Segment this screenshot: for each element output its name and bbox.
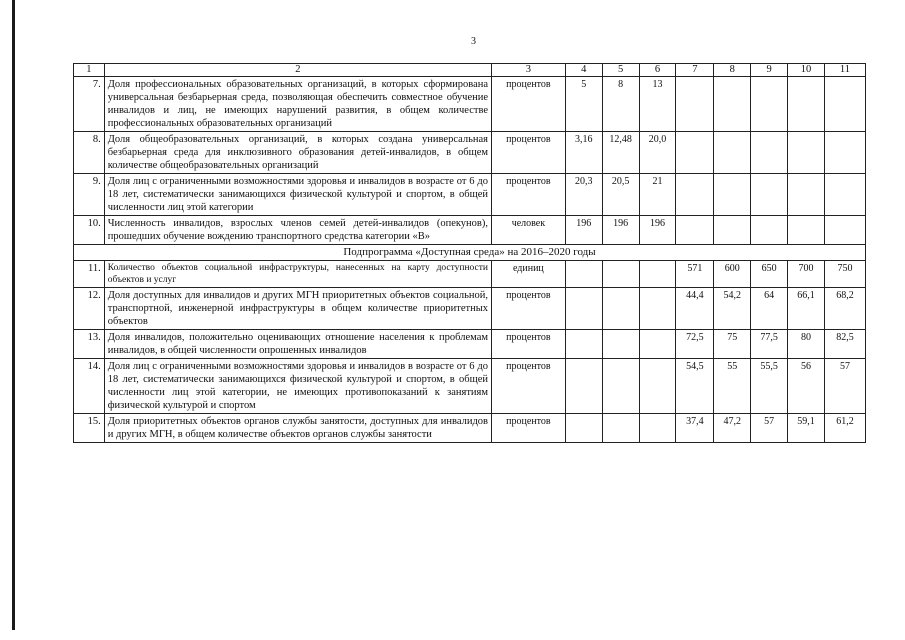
- indicators-table: [73, 63, 866, 443]
- column-header-9: 9: [751, 64, 788, 77]
- value-cell: 56: [788, 359, 825, 414]
- value-cell: 75: [714, 330, 751, 359]
- value-cell: [676, 132, 714, 174]
- table-row: [74, 288, 866, 330]
- value-cell: [824, 216, 865, 245]
- value-cell: 196: [602, 216, 639, 245]
- value-cell: [824, 174, 865, 216]
- value-cell: [565, 261, 602, 288]
- table-row: [74, 330, 866, 359]
- unit-of-measure: процентов: [492, 359, 566, 414]
- row-number: 15.: [74, 414, 105, 443]
- value-cell: [751, 216, 788, 245]
- table-row: [74, 132, 866, 174]
- table-row: [74, 359, 866, 414]
- value-cell: [676, 216, 714, 245]
- value-cell: [565, 359, 602, 414]
- indicator-name: Доля доступных для инвалидов и других МГН приоритетных объектов социальной, транспортной, инженерной инфраструктуры в общем количестве приоритетных объектов: [104, 288, 491, 330]
- value-cell: [602, 330, 639, 359]
- table-row: [74, 261, 866, 288]
- column-header-2: 2: [104, 64, 491, 77]
- value-cell: 61,2: [824, 414, 865, 443]
- value-cell: [788, 77, 825, 132]
- unit-of-measure: процентов: [492, 132, 566, 174]
- indicator-name: Доля инвалидов, положительно оценивающих отношение населения к проблемам инвалидов, в общей численности опрошенных инвалидов: [104, 330, 491, 359]
- column-header-7: 7: [676, 64, 714, 77]
- value-cell: 54,2: [714, 288, 751, 330]
- table-row: [74, 174, 866, 216]
- value-cell: 55,5: [751, 359, 788, 414]
- row-number: 14.: [74, 359, 105, 414]
- column-header-6: 6: [639, 64, 676, 77]
- value-cell: [639, 288, 676, 330]
- value-cell: [602, 288, 639, 330]
- indicator-name: Численность инвалидов, взрослых членов семей детей-инвалидов (опекунов), прошедших обучение вождению транспортного средства категории «В»: [104, 216, 491, 245]
- value-cell: [639, 414, 676, 443]
- value-cell: 8: [602, 77, 639, 132]
- value-cell: 196: [639, 216, 676, 245]
- value-cell: [565, 288, 602, 330]
- row-number: 11.: [74, 261, 105, 288]
- value-cell: 54,5: [676, 359, 714, 414]
- value-cell: 44,4: [676, 288, 714, 330]
- value-cell: 57: [751, 414, 788, 443]
- unit-of-measure: процентов: [492, 174, 566, 216]
- value-cell: [788, 132, 825, 174]
- value-cell: [824, 132, 865, 174]
- table-row: [74, 414, 866, 443]
- value-cell: 5: [565, 77, 602, 132]
- value-cell: [676, 77, 714, 132]
- value-cell: 72,5: [676, 330, 714, 359]
- row-number: 10.: [74, 216, 105, 245]
- row-number: 9.: [74, 174, 105, 216]
- value-cell: [751, 132, 788, 174]
- unit-of-measure: единиц: [492, 261, 566, 288]
- value-cell: 196: [565, 216, 602, 245]
- value-cell: [602, 414, 639, 443]
- value-cell: 12,48: [602, 132, 639, 174]
- indicator-name: Доля профессиональных образовательных организаций, в которых сформирована универсальная безбарьерная среда, позволяющая обеспечить совместное обучение инвалидов и лиц, не имеющих нарушений развития, в общем количестве профессиональных образовательных организаций: [104, 77, 491, 132]
- table-row: [74, 216, 866, 245]
- header-row: [74, 64, 866, 77]
- value-cell: 20,0: [639, 132, 676, 174]
- value-cell: 13: [639, 77, 676, 132]
- row-number: 8.: [74, 132, 105, 174]
- value-cell: 20,5: [602, 174, 639, 216]
- value-cell: 80: [788, 330, 825, 359]
- section-title: Подпрограмма «Доступная среда» на 2016–2020 годы: [74, 245, 866, 261]
- value-cell: 650: [751, 261, 788, 288]
- value-cell: 47,2: [714, 414, 751, 443]
- value-cell: 66,1: [788, 288, 825, 330]
- column-header-8: 8: [714, 64, 751, 77]
- row-number: 7.: [74, 77, 105, 132]
- value-cell: 55: [714, 359, 751, 414]
- column-header-10: 10: [788, 64, 825, 77]
- value-cell: [565, 414, 602, 443]
- page-number: 3: [471, 36, 476, 47]
- column-header-11: 11: [824, 64, 865, 77]
- column-header-5: 5: [602, 64, 639, 77]
- indicator-name: Доля лиц с ограниченными возможностями здоровья и инвалидов в возрасте от 6 до 18 лет, систематически занимающихся физической культурой и спортом, в общей численности лиц этой категории, не имеющих противопоказаний к занятиям физической культурой и спортом: [104, 359, 491, 414]
- unit-of-measure: процентов: [492, 288, 566, 330]
- value-cell: [824, 77, 865, 132]
- column-header-4: 4: [565, 64, 602, 77]
- value-cell: 3,16: [565, 132, 602, 174]
- value-cell: 64: [751, 288, 788, 330]
- unit-of-measure: человек: [492, 216, 566, 245]
- value-cell: 82,5: [824, 330, 865, 359]
- value-cell: 700: [788, 261, 825, 288]
- value-cell: [788, 174, 825, 216]
- value-cell: [639, 330, 676, 359]
- value-cell: 750: [824, 261, 865, 288]
- value-cell: [639, 261, 676, 288]
- column-header-3: 3: [492, 64, 566, 77]
- value-cell: [565, 330, 602, 359]
- value-cell: [602, 359, 639, 414]
- scan-edge-line: [12, 0, 15, 630]
- unit-of-measure: процентов: [492, 414, 566, 443]
- table-row: [74, 77, 866, 132]
- indicator-name: Доля приоритетных объектов органов службы занятости, доступных для инвалидов и других МГН, в общем количестве объектов органов службы занятости: [104, 414, 491, 443]
- value-cell: [751, 174, 788, 216]
- indicator-name: Доля общеобразовательных организаций, в которых создана универсальная безбарьерная среда для инклюзивного образования детей-инвалидов, в общем количестве общеобразовательных организаций: [104, 132, 491, 174]
- value-cell: 37,4: [676, 414, 714, 443]
- value-cell: [602, 261, 639, 288]
- value-cell: [714, 132, 751, 174]
- row-number: 13.: [74, 330, 105, 359]
- section-row: [74, 245, 866, 261]
- value-cell: 21: [639, 174, 676, 216]
- row-number: 12.: [74, 288, 105, 330]
- value-cell: 68,2: [824, 288, 865, 330]
- value-cell: [751, 77, 788, 132]
- indicator-name: Доля лиц с ограниченными возможностями здоровья и инвалидов в возрасте от 6 до 18 лет, систематически занимающихся физической культурой и спортом, в общей численности лиц этой категории: [104, 174, 491, 216]
- value-cell: [714, 216, 751, 245]
- unit-of-measure: процентов: [492, 330, 566, 359]
- value-cell: 20,3: [565, 174, 602, 216]
- value-cell: [676, 174, 714, 216]
- value-cell: [714, 174, 751, 216]
- value-cell: 571: [676, 261, 714, 288]
- column-header-1: 1: [74, 64, 105, 77]
- value-cell: [639, 359, 676, 414]
- value-cell: 77,5: [751, 330, 788, 359]
- value-cell: 600: [714, 261, 751, 288]
- value-cell: [714, 77, 751, 132]
- value-cell: [788, 216, 825, 245]
- value-cell: 59,1: [788, 414, 825, 443]
- indicator-name: Количество объектов социальной инфраструктуры, нанесенных на карту доступности объектов и услуг: [104, 261, 491, 288]
- value-cell: 57: [824, 359, 865, 414]
- unit-of-measure: процентов: [492, 77, 566, 132]
